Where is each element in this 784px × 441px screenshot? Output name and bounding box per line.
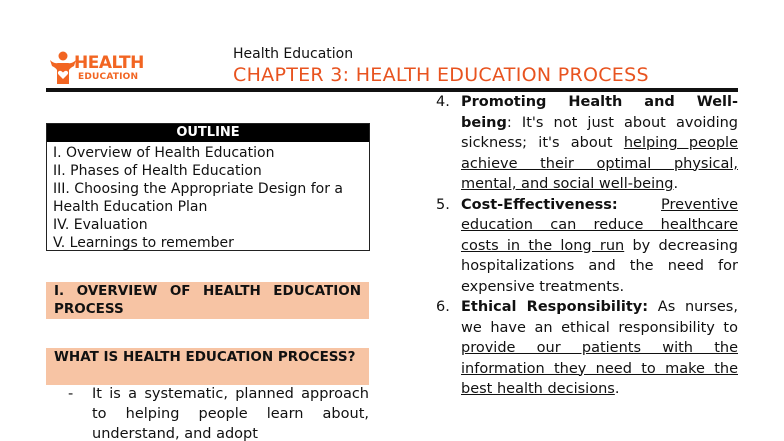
document-subtitle: Health Education: [233, 46, 354, 62]
list-item-text: by decreasing hospitalizations and the need for expensive treatments.: [461, 237, 738, 295]
benefits-list: [436, 92, 738, 400]
outline-item: III. Choosing the Appropriate Design for a Health Education Plan: [53, 181, 343, 215]
list-item: [436, 297, 738, 400]
outline-item: IV. Evaluation: [53, 217, 148, 233]
list-item-emphasis: provide our patients with the information they need to make the best health decisions: [461, 340, 738, 397]
list-item-text: .: [673, 176, 679, 192]
list-item-text: .: [614, 381, 620, 397]
section-heading-overview: I. OVERVIEW OF HEALTH EDUCATION PROCESS: [46, 282, 369, 319]
list-item-title: Ethical Responsibility:: [461, 299, 649, 315]
list-item: [436, 195, 738, 298]
section-heading-what-is: WHAT IS HEALTH EDUCATION PROCESS?: [46, 348, 369, 385]
list-item-emphasis: helping people achieve their optimal physical, mental, and social well-being: [461, 135, 738, 192]
list-item-number: 4.: [436, 94, 450, 110]
list-item-title: Cost-Effectiveness:: [461, 196, 618, 213]
outline-item: I. Overview of Health Education: [53, 145, 275, 161]
list-item-text: : It's not just about avoiding sickness; it's about: [461, 114, 738, 151]
list-item-text: [618, 197, 661, 213]
list-item-title: Promoting Health and Well-being: [461, 94, 738, 131]
document-title: CHAPTER 3: HEALTH EDUCATION PROCESS: [233, 64, 649, 86]
logo-word-education: EDUCATION: [78, 72, 139, 82]
bullet-dash: -: [68, 386, 74, 402]
outline-heading: OUTLINE: [47, 124, 369, 142]
bullet-text: It is a systematic, planned approach to helping people learn about, understand, and adopt: [92, 386, 369, 441]
logo-word-health: HEALTH: [74, 53, 144, 73]
list-item-emphasis: Preventive education can reduce healthcare costs in the long run: [461, 196, 738, 254]
outline-item: V. Learnings to remember: [53, 235, 234, 251]
list-item-number: 6.: [436, 299, 450, 315]
outline-box: [46, 123, 370, 251]
outline-list: [47, 142, 369, 254]
list-item-number: 5.: [436, 196, 450, 213]
definition-bullet: [46, 384, 369, 441]
list-item-text: As nurses, we have an ethical responsibility to: [461, 299, 738, 336]
health-education-logo: [48, 50, 150, 86]
list-item: [436, 92, 738, 195]
outline-item: II. Phases of Health Education: [53, 163, 262, 179]
